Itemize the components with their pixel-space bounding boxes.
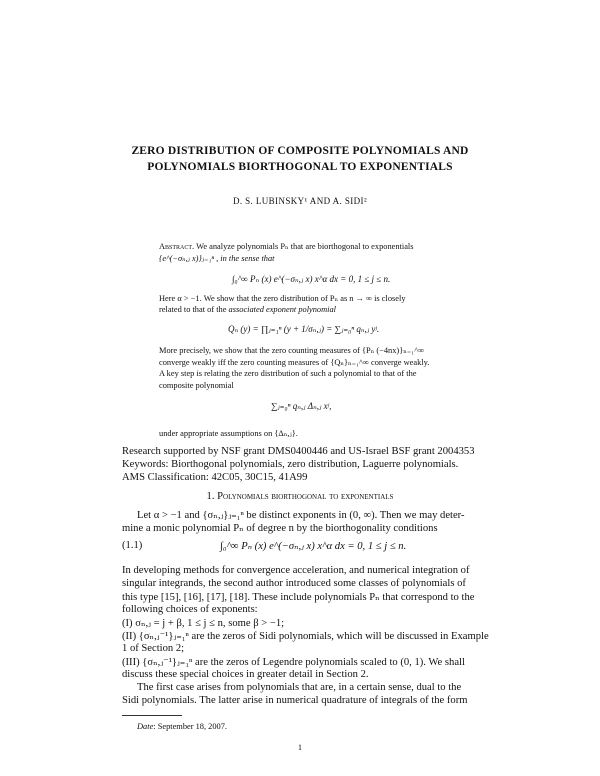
footnote-date: Date: September 18, 2007. bbox=[137, 722, 228, 731]
paragraph-2-line: (III) {σₙ,ⱼ⁻¹}ⱼ₌₁ⁿ are the zeros of Legendre polynomials scaled to (0, 1). We shall bbox=[122, 657, 465, 668]
section-heading: 1. Polynomials biorthogonal to exponentials bbox=[206, 491, 394, 502]
research-support: Research supported by NSF grant DMS0400446 and US-Israel BSF grant 2004353 bbox=[122, 446, 475, 457]
abstract-label: Abstract. bbox=[159, 242, 195, 251]
paragraph-2-line: following choices of exponents: bbox=[122, 604, 258, 615]
abstract-equation-2: Qₙ (y) = ∏ⱼ₌₁ⁿ (y + 1/σₙ,ⱼ) = ∑ⱼ₌₀ⁿ qₙ,ⱼ yʲ. bbox=[228, 324, 380, 334]
paragraph-2-line: (II) {σₙ,ⱼ⁻¹}ⱼ₌₁ⁿ are the zeros of Sidi polynomials, which will be discussed in Example bbox=[122, 631, 489, 642]
abstract-equation-1: ∫₀^∞ Pₙ (x) e^(−σₙ,ⱼ x) x^α dx = 0, 1 ≤ j ≤ n. bbox=[232, 274, 391, 284]
paragraph-1-line-2: mine a monic polynomial Pₙ of degree n by the biorthogonality conditions bbox=[122, 523, 438, 534]
paragraph-2-line: The first case arises from polynomials that are, in a certain sense, dual to the bbox=[137, 682, 462, 693]
abstract-line-8: composite polynomial bbox=[159, 381, 234, 390]
abstract-line-6: converge weakly iff the zero counting measures of {Qₙ}ₙ₌₁^∞ converge weakly. bbox=[159, 358, 430, 367]
paragraph-1-line-1: Let α > −1 and {σₙ,ⱼ}ⱼ₌₁ⁿ be distinct exponents in (0, ∞). Then we may deter- bbox=[137, 510, 465, 521]
abstract-line-3: Here α > −1. We show that the zero distribution of Pₙ as n → ∞ is closely bbox=[159, 294, 406, 303]
paragraph-2-line: this type [15], [16], [17], [18]. These include polynomials Pₙ that correspond to the bbox=[122, 592, 475, 603]
ams-classification: AMS Classification: 42C05, 30C15, 41A99 bbox=[122, 472, 308, 483]
paragraph-2-line: In developing methods for convergence acceleration, and numerical integration of bbox=[122, 565, 470, 576]
equation-1-1: ∫₀^∞ Pₙ (x) e^(−σₙ,ⱼ x) x^α dx = 0, 1 ≤ j ≤ n. bbox=[220, 541, 407, 552]
abstract-line-9: under appropriate assumptions on {Δₙ,ⱼ}. bbox=[159, 429, 298, 438]
abstract-line-5: More precisely, we show that the zero counting measures of {Pₙ (−4nx)}ₙ₌₁^∞ bbox=[159, 346, 425, 355]
page-number: 1 bbox=[297, 743, 303, 752]
paragraph-2-line: Sidi polynomials. The latter arise in numerical quadrature of integrals of the form bbox=[122, 695, 468, 706]
title-line-2: POLYNOMIALS BIORTHOGONAL TO EXPONENTIALS bbox=[147, 161, 453, 173]
footnote-rule bbox=[122, 715, 182, 716]
paragraph-2-line: (I) σₙ,ⱼ = j + β, 1 ≤ j ≤ n, some β > −1; bbox=[122, 618, 285, 629]
abstract-line-7: A key step is relating the zero distribution of such a polynomial to that of the bbox=[159, 369, 417, 378]
abstract-line-4: related to that of the associated exponent polynomial bbox=[159, 305, 337, 314]
keywords: Keywords: Biorthogonal polynomials, zero distribution, Laguerre polynomials. bbox=[122, 459, 459, 470]
authors: D. S. LUBINSKY¹ AND A. SIDI² bbox=[232, 196, 368, 206]
title-line-1: ZERO DISTRIBUTION OF COMPOSITE POLYNOMIALS AND bbox=[131, 145, 469, 157]
paragraph-2-line: singular integrands, the second author introduced some classes of polynomials of bbox=[122, 578, 466, 589]
equation-number: (1.1) bbox=[122, 540, 143, 551]
abstract-line-2: {e^(−σₙ,ⱼ x)}ⱼ₌₁ⁿ , in the sense that bbox=[159, 254, 275, 263]
abstract-line-1: Abstract. We analyze polynomials Pₙ that are biorthogonal to exponentials bbox=[159, 242, 414, 251]
paragraph-2-line: discuss these special choices in greater detail in Section 2. bbox=[122, 669, 369, 680]
paragraph-2-line: 1 of Section 2; bbox=[122, 643, 185, 654]
abstract-equation-3: ∑ⱼ₌₀ⁿ qₙ,ⱼ Δₙ,ⱼ xʲ, bbox=[271, 401, 332, 411]
